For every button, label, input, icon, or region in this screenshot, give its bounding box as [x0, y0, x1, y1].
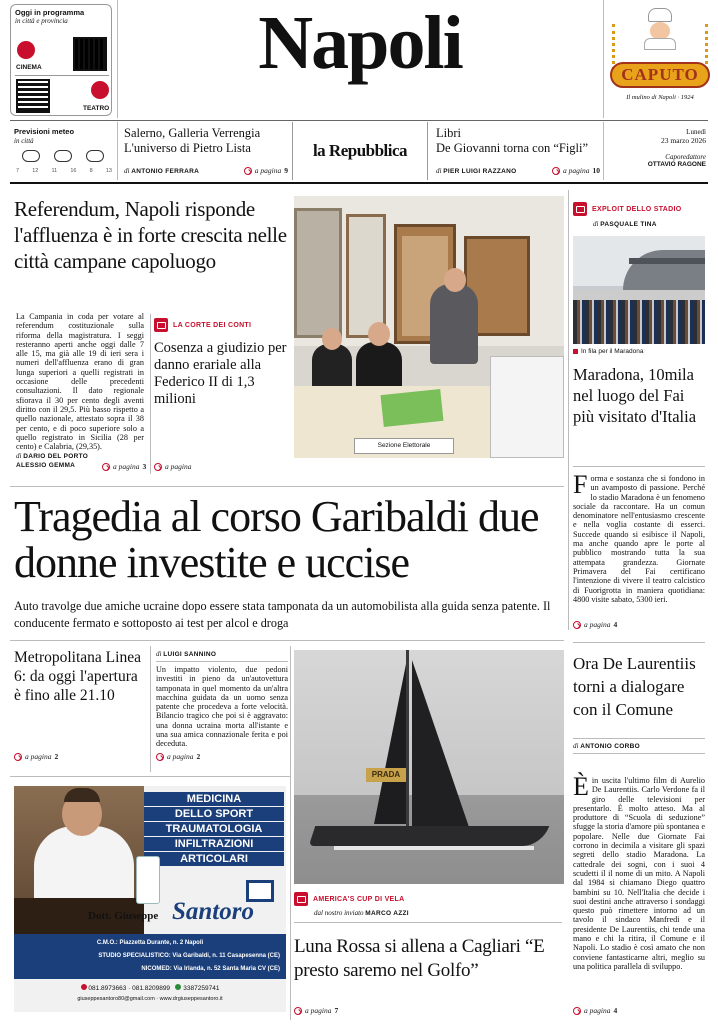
teaser-subtitle: De Giovanni torna con “Figli”	[436, 141, 589, 155]
date-box	[606, 128, 706, 168]
sun-cloud-icon	[22, 150, 40, 162]
qr-code-icon[interactable]	[16, 79, 50, 113]
stadio-article[interactable]	[573, 202, 705, 228]
meteo-title: Previsioni meteo	[14, 127, 75, 136]
programma-box	[10, 4, 112, 116]
qr-code-icon[interactable]	[73, 37, 107, 71]
tragedia-body: Un impatto violento, due pedoni investiti in pieno da un'autovettura tamponata in quel momento da un'altra macchina guidata da un uomo senza patente che procedeva a forte velocità. Bilancio tragico che poi si è aggravato: una donna ucraina morta all'istante e una sua amica connazionale ferita e poi deceduta.	[156, 665, 288, 749]
date: 23 marzo 2026	[661, 136, 706, 145]
cinema-label[interactable]: CINEMA	[16, 64, 42, 71]
teaser-salerno[interactable]: Salerno, Galleria Verrengia L'universo di Pietro Lista di ANTONIO FERRARA a pagina 9	[124, 126, 288, 175]
sail-text: PRADA	[366, 768, 406, 782]
teaser-subtitle: L'universo di Pietro Lista	[124, 141, 251, 155]
luna-rossa-photo	[294, 650, 564, 884]
arrow-icon	[573, 1007, 581, 1015]
corte-conti-article[interactable]	[154, 318, 288, 408]
arrow-icon	[294, 1007, 302, 1015]
programma-sub: in città e provincia	[15, 17, 68, 25]
teaser-title: Salerno, Galleria Verrengia	[124, 126, 261, 140]
weekday: Lunedì	[686, 128, 706, 136]
arrow-icon	[156, 753, 164, 761]
ad-line: ARTICOLARI	[144, 852, 284, 866]
arrow-icon	[14, 753, 22, 761]
tragedia-pagina[interactable]: a pagina 2	[156, 752, 200, 761]
phone-icon	[81, 984, 87, 990]
vela-kicker: AMERICA'S CUP DI VELA	[294, 892, 564, 906]
cloud-rain-icon	[86, 150, 104, 162]
ad-line: MEDICINA	[144, 792, 284, 806]
delaurentiis-headline[interactable]: Ora De Laurentiis torni a dialogare con il Comune	[573, 654, 696, 719]
chat-icon	[573, 202, 587, 216]
caputo-logo	[606, 4, 714, 112]
stadium-photo	[573, 236, 705, 344]
photo-sign: Sezione Elettorale	[354, 438, 454, 454]
ad-addresses: C.M.O.: Piazzetta Durante, n. 2 Napoli STUDIO SPECIALISTICO: Via Garibaldi, n. 11 Casapesenna (CE) NICOMED: Via Irlanda, n. 52 Santa Maria CV (CE)	[14, 934, 286, 979]
corte-conti-kicker: LA CORTE DEI CONTI	[154, 318, 288, 332]
editor-role: Caporedattore	[665, 153, 706, 161]
metro-pagina[interactable]: a pagina 2	[14, 752, 58, 761]
delaurentiis-body: Èin uscita l'ultimo film di Aurelio De Laurentiis. Carlo Verdone fa il giro delle televisioni per presentarlo. È molto atteso. Ma al produttore di “Scuola di seduzione” sfugge la storia d'amore più spontanea e popolare. Nelle due Giornate Fai corrono in decimila a visitare gli spazi segreti dello stadio Maradona. La cattedrale dei sogni, con i suoi 4 scudetti il il nome di un mito. A Napoli dal 1984 si chiamano Diego quattro bambini su 10. Nell'Italia che decide i suoi destini anche attraverso i sondaggi questo può rimettere intorno ad un tavolo il sindaco Manfredi e il presidente De Laurentiis, chi tende una mano e chi la ritira, il Comune e il Napoli. Lo stadio è così amato che non conviene fantasticarne altri, meglio su una politica parallela di sviluppo.	[573, 772, 705, 971]
stadio-kicker: EXPLOIT DELLO STADIO	[573, 202, 705, 216]
arrow-icon	[102, 463, 110, 471]
teaser-title: Libri	[436, 126, 461, 140]
delaurentiis-pagina[interactable]: a pagina 4	[573, 1006, 617, 1015]
brand-box	[292, 122, 428, 180]
referendum-pagina[interactable]: a pagina 3	[102, 462, 146, 471]
referendum-photo	[294, 196, 564, 458]
square-icon	[573, 349, 578, 354]
brand-logo: la Repubblica	[312, 141, 408, 160]
referendum-byline: di DARIO DEL PORTO ALESSIO GEMMA	[16, 452, 89, 469]
metro-headline[interactable]: Metropolitana Linea 6: da oggi l'apertura è fino alle 21.10	[14, 649, 141, 704]
ad-line: TRAUMATOLOGIA	[144, 822, 284, 836]
teatro-icon	[91, 81, 109, 99]
arrow-icon	[244, 167, 252, 175]
ad-line: DELLO SPORT	[144, 807, 284, 821]
teatro-label[interactable]: TEATRO	[83, 105, 110, 112]
mobile-icon	[175, 984, 181, 990]
meteo-box[interactable]	[10, 122, 112, 182]
tragedia-headline[interactable]: Tragedia al corso Garibaldi due donne investite e uccise	[14, 492, 539, 587]
teaser-libri[interactable]: Libri De Giovanni torna con “Figli” di PIER LUIGI RAZZANO a pagina 10	[436, 126, 600, 175]
stadio-body: Forma e sostanza che si fondono in un avamposto di passione. Perché lo stadio Maradona è un fenomeno sociale da raccontare. Ha un comun denominatore nell'entusiasmo crescente e nella voglia costante di esserci. Succede quando si esibisce il Napoli, ma anche quando apre le porte al pubblico mostrando tutta la sua attempata grandezza. Giornate Primavera del Fai certificano l'intenzione di vivere il teatro calcistico di Fuorigrotta in maniera quotidiana: 4800 visite sabato, 5300 ieri.	[573, 470, 705, 604]
arrow-icon	[573, 621, 581, 629]
corte-conti-headline: Cosenza a giudizio per danno erariale alla Federico II di 1,3 milioni	[154, 340, 287, 407]
tragedia-summary: Auto travolge due amiche ucraine dopo essere stata tamponata da un automobilista alla guida senza patente. Il conducente fermato e sottoposto ai test per alcol e droga	[14, 599, 551, 630]
arrow-icon	[154, 463, 162, 471]
vela-byline: dal nostro inviato MARCO AZZI	[314, 909, 409, 917]
arrow-icon	[552, 167, 560, 175]
vela-headline: Luna Rossa si allena a Cagliari “E presto saremo nel Golfo”	[294, 936, 545, 981]
meteo-sub: in città	[14, 137, 34, 145]
tragedia-byline: di LUIGI SANNINO	[156, 650, 217, 658]
corte-conti-pagina[interactable]: a pagina	[154, 462, 191, 471]
ad-santoro[interactable]	[14, 786, 286, 1012]
meteo-temps: 7 12 11 16 8 13	[16, 168, 112, 174]
ad-line: INFILTRAZIONI	[144, 837, 284, 851]
ad-contacts: 081.8973663 · 081.8209899 3387259741 giuseppesantoro80@gmail.com · www.drgiuseppesantoro.it	[77, 985, 223, 1002]
stadio-pagina[interactable]: a pagina 4	[573, 620, 617, 629]
cinema-icon	[17, 41, 35, 59]
masthead-title: Napoli	[258, 1, 462, 85]
referendum-body: La Campania in coda per votare al referendum costituzionale sulla riforma della magistratura. I seggi resteranno aperti anche oggi dalle 7 alle 15, ma già alle 19 di ieri sera i numeri dell'affluenza erano di gran lunga superiori a quelli registrati in occasione delle precedenti consultazioni. Il dato regionale sfiorava il 30 per cento degli aventi diritto con il 29,5. Più basso rispetto a quello nazionale, attestato sopra il 38 per cento, e di poco superiore solo a quello registrato in Sicilia (28 per cento) e Calabria, (29,35).	[16, 312, 144, 452]
sponsor-tagline: Il mulino di Napoli · 1924	[626, 94, 694, 101]
vela-article[interactable]	[294, 892, 564, 983]
referendum-headline[interactable]: Referendum, Napoli risponde l'affluenza è in forte crescita nelle città campane capoluogo	[14, 197, 287, 273]
editor-name: OTTAVIO RAGONE	[647, 161, 706, 168]
sponsor-name: CAPUTO	[610, 62, 710, 88]
delaurentiis-byline: di ANTONIO CORBO	[573, 742, 640, 750]
chat-icon	[294, 892, 308, 906]
ad-doctor-name: Santoro	[172, 898, 254, 925]
cloud-rain-icon	[54, 150, 72, 162]
chat-icon	[154, 318, 168, 332]
certificate-icon	[136, 856, 160, 904]
stadio-byline: di PASQUALE TINA	[593, 220, 657, 228]
vela-pagina[interactable]: a pagina 7	[294, 1006, 338, 1015]
stadio-caption: In fila per il Maradona	[573, 348, 644, 355]
chef-icon	[640, 8, 680, 50]
programma-title: Oggi in programma	[15, 8, 85, 17]
stadio-headline[interactable]: Maradona, 10mila nel luogo del Fai più visitato d'Italia	[573, 365, 697, 426]
ad-doctor-pre: Dott. Giuseppe	[88, 910, 159, 922]
